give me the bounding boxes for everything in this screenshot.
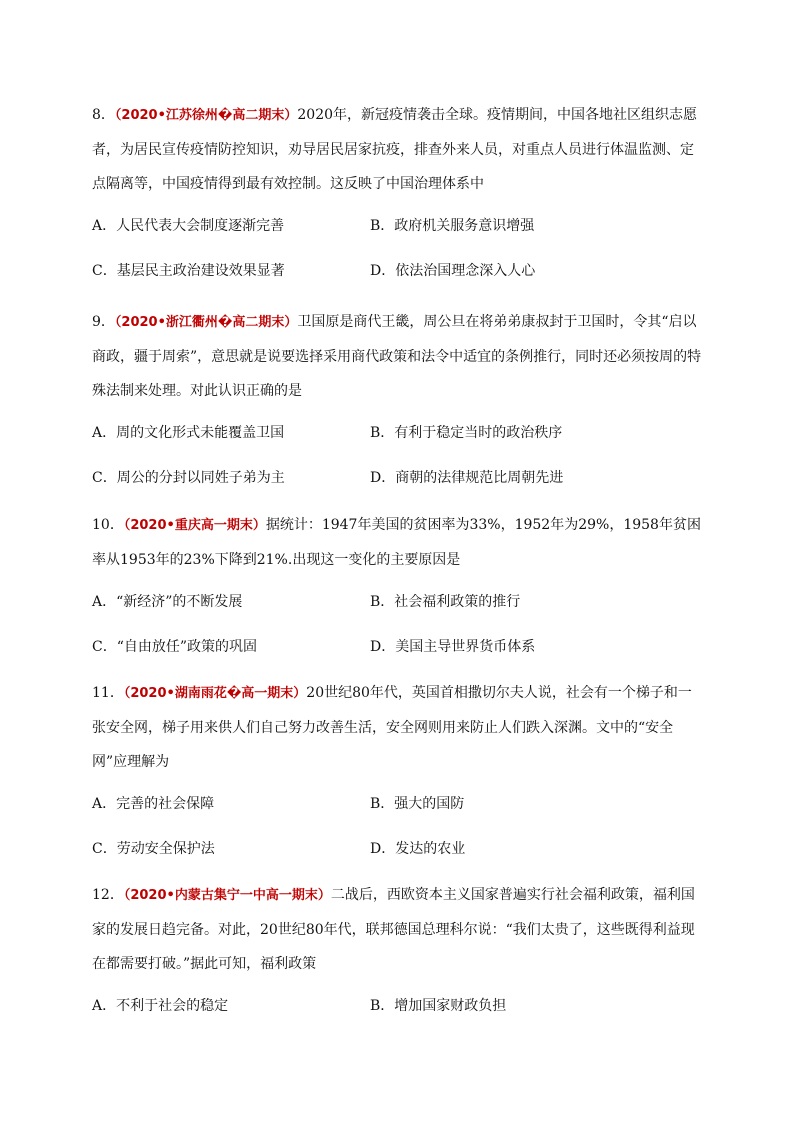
question-8 bbox=[92, 98, 704, 305]
question-text: 2020年，新冠疫情袭击全球。疫情期间，中国各地社区组织志愿者，为居民宣传疫情防控知识，劝导居民居家抗疫，排查外来人员，对重点人员进行体温监测、定点隔离等，中国疫情得到最有效控制。这反映了中国治理体系中 bbox=[92, 107, 698, 192]
options bbox=[92, 995, 704, 1035]
question-source: （2020•重庆高一期末） bbox=[123, 518, 266, 533]
question-stem bbox=[92, 878, 704, 981]
question-11 bbox=[92, 676, 704, 883]
question-text: 据统计：1947年美国的贫困率为33%，1952年为29%，1958年贫困率从1953年的23%下降到21%.出现这一变化的主要原因是 bbox=[92, 517, 701, 568]
options bbox=[92, 793, 704, 883]
option-b: B．政府机关服务意识增强 bbox=[370, 218, 535, 234]
options bbox=[92, 591, 704, 681]
question-stem bbox=[92, 305, 704, 408]
option-a: A．人民代表大会制度逐渐完善 bbox=[92, 218, 285, 234]
option-c: C．基层民主政治建设效果显著 bbox=[92, 263, 285, 279]
question-source: （2020•内蒙古集宁一中高一期末） bbox=[123, 888, 331, 903]
option-a: A．周的文化形式未能覆盖卫国 bbox=[92, 425, 285, 441]
question-stem bbox=[92, 508, 704, 577]
question-stem bbox=[92, 98, 704, 201]
question-10 bbox=[92, 508, 704, 681]
option-a: A．不利于社会的稳定 bbox=[92, 998, 229, 1014]
question-number: 8． bbox=[92, 107, 115, 123]
option-d: D．发达的农业 bbox=[370, 841, 466, 857]
option-c: C．劳动安全保护法 bbox=[92, 841, 215, 857]
option-d: D．依法治国理念深入人心 bbox=[370, 263, 536, 279]
question-source: （2020•江苏徐州�高二期末） bbox=[114, 108, 298, 123]
question-number: 11． bbox=[92, 685, 124, 701]
question-source: （2020•湖南雨花�高一期末） bbox=[123, 686, 307, 701]
option-c: C．周公的分封以同姓子弟为主 bbox=[92, 470, 285, 486]
question-text: 20世纪80年代，英国首相撒切尔夫人说，社会有一个梯子和一张安全网，梯子用来供人们自己努力改善生活，安全网则用来防止人们跌入深渊。文中的“安全网”应理解为 bbox=[92, 685, 692, 770]
option-a: A．“新经济”的不断发展 bbox=[92, 594, 243, 610]
option-b: B．社会福利政策的推行 bbox=[370, 594, 521, 610]
question-9 bbox=[92, 305, 704, 512]
options bbox=[92, 215, 704, 305]
question-number: 10． bbox=[92, 517, 124, 533]
option-b: B．增加国家财政负担 bbox=[370, 998, 507, 1014]
option-b: B．有利于稳定当时的政治秩序 bbox=[370, 425, 563, 441]
question-stem bbox=[92, 676, 704, 779]
question-number: 12． bbox=[92, 887, 124, 903]
option-c: C．“自由放任”政策的巩固 bbox=[92, 639, 258, 655]
question-text: 二战后，西欧资本主义国家普遍实行社会福利政策，福利国家的发展日趋完备。对此，20世纪80年代，联邦德国总理科尔说：“我们太贵了，这些既得利益现在都需要打破。”据此可知，福利政策 bbox=[92, 887, 695, 972]
options bbox=[92, 422, 704, 512]
option-d: D．美国主导世界货币体系 bbox=[370, 639, 536, 655]
option-a: A．完善的社会保障 bbox=[92, 796, 215, 812]
option-b: B．强大的国防 bbox=[370, 796, 465, 812]
option-d: D．商朝的法律规范比周朝先进 bbox=[370, 470, 564, 486]
question-source: （2020•浙江衢州�高二期末） bbox=[114, 315, 298, 330]
question-12 bbox=[92, 878, 704, 1035]
question-text: 卫国原是商代王畿，周公旦在将弟弟康叔封于卫国时，令其“启以商政，疆于周索”，意思就是说要选择采用商代政策和法令中适宜的条例推行，同时还必须按周的特殊法制来处理。对此认识正确的是 bbox=[92, 314, 702, 399]
question-number: 9． bbox=[92, 314, 115, 330]
